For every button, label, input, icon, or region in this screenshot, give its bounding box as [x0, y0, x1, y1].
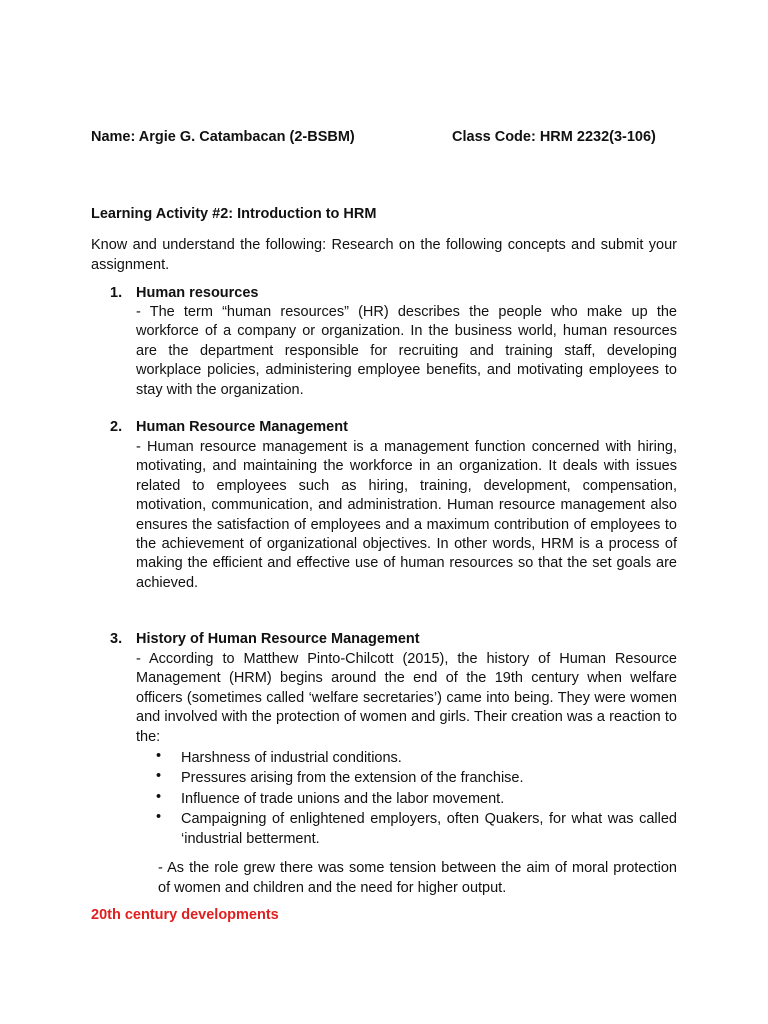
student-name: Name: Argie G. Catambacan (2-BSBM)	[91, 129, 355, 145]
section-2-text: - Human resource management is a management function concerned with hiring, motivating, and maintaining the workforce in an organization. It deals with issues related to employees such as hiring, training, development, compensation, motivation, communication, and administration. Human resource management also ensures the satisfaction of employees and a maximum contribution of employees to the achievement of organizational objectives. In other words, HRM is a process of making the efficient and effective use of human resources so that the set goals are achieved.	[136, 439, 677, 591]
bullet-icon: •	[156, 809, 162, 825]
bullet-item-4: Campaigning of enlightened employers, often Quakers, for what was called ‘industrial betterment.	[181, 811, 677, 848]
bullet-item-1: Harshness of industrial conditions.	[181, 750, 402, 766]
bullet-icon: •	[156, 748, 162, 764]
section-3-text: - According to Matthew Pinto-Chilcott (2015), the history of Human Resource Management (HRM) begins around the end of the 19th century when welfare officers (sometimes called ‘welfare secretaries’) came into being. They were women and involved with the protection of women and girls. Their creation was a reaction to the:	[136, 651, 677, 745]
section-1-title: Human resources	[136, 285, 259, 301]
activity-title: Learning Activity #2: Introduction to HRM	[91, 206, 377, 222]
bullet-item-2: Pressures arising from the extension of the franchise.	[181, 770, 524, 786]
section-1-text: - The term “human resources” (HR) describes the people who make up the workforce of a company or organization. In the business world, human resources are the department responsible for recruiting and training staff, developing workplace policies, administering employee benefits, and motivating employees to stay with the organization.	[136, 304, 677, 398]
section-3-number: 3.	[110, 631, 123, 647]
section-2-title: Human Resource Management	[136, 419, 348, 435]
activity-intro: Know and understand the following: Research on the following concepts and submit your assignment.	[91, 237, 677, 273]
bullet-icon: •	[156, 768, 162, 784]
bullet-item-3: Influence of trade unions and the labor movement.	[181, 791, 505, 807]
class-code: Class Code: HRM 2232(3-106)	[452, 129, 656, 145]
next-section-heading: 20th century developments	[91, 907, 279, 923]
section-1-number: 1.	[110, 285, 123, 301]
section-2-number: 2.	[110, 419, 123, 435]
bullet-icon: •	[156, 789, 162, 805]
section-3-closing: - As the role grew there was some tension between the aim of moral protection of women and children and the need for higher output.	[158, 860, 677, 896]
section-3-title: History of Human Resource Management	[136, 631, 420, 647]
